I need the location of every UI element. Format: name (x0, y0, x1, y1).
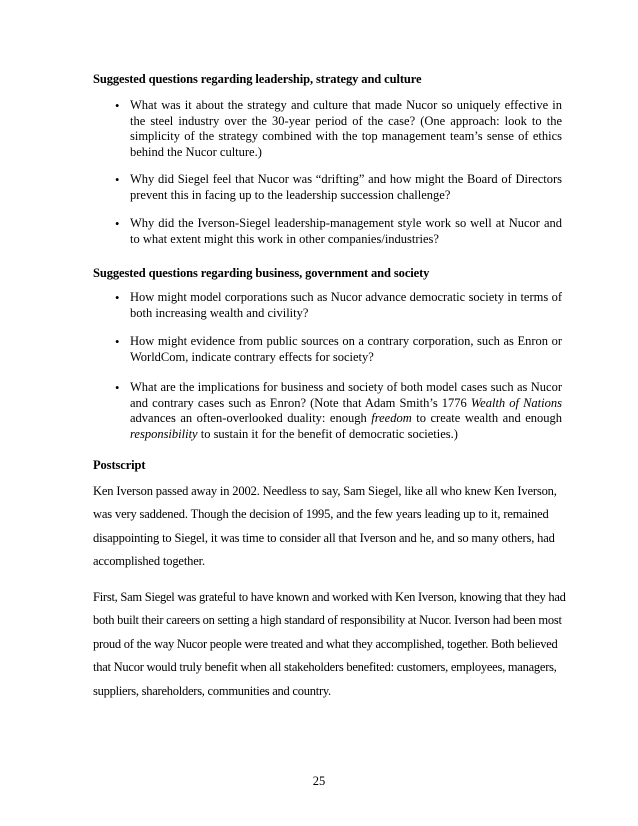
list-item (93, 98, 573, 162)
list-item (93, 172, 573, 204)
list-item (93, 380, 573, 444)
postscript-heading: Postscript (93, 458, 146, 472)
bullet-text: How might model corporations such as Nucor advance democratic society in terms of both increasing wealth and civility? (130, 290, 562, 320)
bullet-icon: • (115, 291, 120, 305)
postscript-paragraph-2: First, Sam Siegel was grateful to have known and worked with Ken Iverson, knowing that they had both built their careers on setting a high standard of responsibility at Nucor. Iverson had been most proud of the way Nucor people were treated and what they accomplished, together. Both believed that Nucor would truly benefit when all stakeholders benefited: customers, employees, managers, suppliers, shareholders, communities and country. (93, 590, 566, 698)
bullet-text: Why did Siegel feel that Nucor was “drifting” and how might the Board of Directors prevent this in facing up to the leadership succession challenge? (130, 172, 562, 202)
bullet-text-part: to sustain it for the benefit of democratic societies.) (197, 426, 458, 441)
bullet-text-part: to create wealth and enough (411, 411, 563, 426)
book-title: Wealth of Nations (470, 395, 562, 410)
page-number: 25 (312, 774, 326, 788)
bullet-text: Why did the Iverson-Siegel leadership-management style work so well at Nucor and to what extent might this work in other companies/industries? (130, 216, 562, 246)
bullet-text-part: advances an often-overlooked duality: enough (130, 411, 372, 426)
section-heading-business: Suggested questions regarding business, government and society (93, 266, 430, 280)
bullet-icon: • (115, 173, 120, 187)
emphasis-responsibility: responsibility (130, 426, 198, 441)
list-item (93, 334, 573, 366)
bullet-text (130, 380, 562, 442)
bullet-icon: • (115, 217, 120, 231)
bullet-icon: • (115, 381, 120, 395)
bullet-text-part: What are the implications for business and society of both model cases such as Nucor and contrary cases such as Enron? (Note that Adam Smith’s 1776 (130, 380, 562, 410)
list-item (93, 216, 573, 248)
emphasis-freedom: freedom (371, 411, 412, 426)
bullet-icon: • (115, 335, 120, 349)
bullet-text: How might evidence from public sources on a contrary corporation, such as Enron or WorldCom, indicate contrary effects for society? (130, 334, 562, 364)
section-heading-leadership: Suggested questions regarding leadership, strategy and culture (93, 72, 422, 86)
bullet-text: What was it about the strategy and culture that made Nucor so uniquely effective in the steel industry over the 30-year period of the case? (One approach: look to the simplicity of the strategy combined with the top management team’s sense of ethics behind the Nucor culture.) (130, 98, 562, 159)
list-item (93, 290, 573, 322)
bullet-icon: • (115, 99, 120, 113)
postscript-paragraph-1: Ken Iverson passed away in 2002. Needless to say, Sam Siegel, like all who knew Ken Iverson, was very saddened. Though the decision of 1995, and the few years leading up to it, remained disappointing to Siegel, it was time to consider all that Iverson and he, and so many others, had accomplished together. (93, 484, 557, 569)
